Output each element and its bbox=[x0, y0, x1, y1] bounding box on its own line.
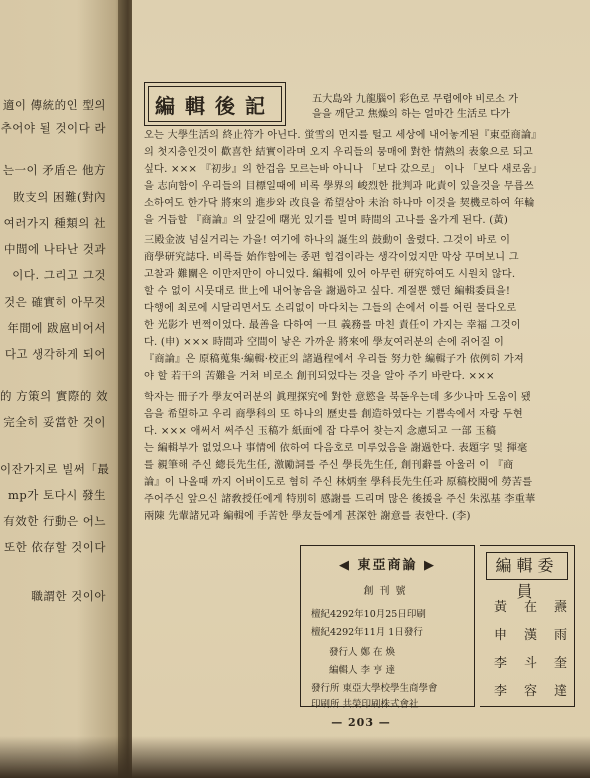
colophon-box bbox=[300, 545, 475, 710]
left-page-line: 敗支의 困難(對內 bbox=[13, 190, 106, 204]
left-page-line: 이잔가지로 빌써「最 bbox=[0, 462, 110, 476]
editorial-body-line: 論』이 나올때 까지 어버이도로 혐히 주신 林炳奎 學科長先生任과 原稿校閱에 勞苦를 bbox=[144, 477, 533, 488]
editorial-body-line: 는 編輯부가 없었으나 事情에 依하여 다음호로 미루었음을 謝過한다. 表題字 및 揮毫 bbox=[144, 443, 528, 454]
left-page-line: 여러가지 種類의 社 bbox=[3, 216, 106, 230]
colophon-line: 編輯人 李 亨 達 bbox=[329, 665, 396, 676]
editorial-body-line: 싶다. ××× 『初步』의 한겁음 모르는바 아니나 「보다 갔으로」 이나 「보다 새로움」 bbox=[144, 164, 543, 175]
left-page bbox=[0, 0, 128, 778]
editorial-body-line: 야 할 若干의 苦難을 거쳐 비로소 創刊되었다는 것을 알아 주기 바란다. ××× bbox=[144, 371, 495, 382]
colophon-title: ◀ 東亞商論 ▶ bbox=[338, 558, 437, 573]
editorial-committee-box bbox=[480, 545, 585, 707]
editorial-body-line: 음을 希望하고 우리 商學科의 또 하나의 歷史를 創造하였다는 기쁨속에서 자랑 두현 bbox=[144, 409, 523, 420]
editorial-body-line: 학자는 冊子가 學友여러분의 眞理探究에 對한 意慾을 북돋우는데 多少나마 도움이 됐 bbox=[144, 392, 531, 403]
colophon-line: 發行人 鄭 在 煥 bbox=[329, 647, 396, 658]
editorial-body-line: 오는 大學生活의 終止符가 아닌다. 蛍雪의 먼지를 털고 세상에 내어놓게된『東亞商論』 bbox=[144, 130, 542, 141]
right-page bbox=[132, 0, 590, 778]
editorial-body-line: 商學研究誌다. 비록들 始作함에는 종편 힘겹이라는 생각이었지만 막상 꾸며보니 그 bbox=[144, 252, 519, 263]
colophon-line: 檀紀4292年11月 1日發行 bbox=[311, 627, 423, 638]
colophon-line: 檀紀4292年10月25日印刷 bbox=[311, 609, 426, 620]
colophon-line: 發行所 東亞大學校學生商學會 bbox=[311, 683, 438, 694]
editorial-body-line: 고찰과 難關은 이만저만이 아니었다. 編輯에 있어 아무런 研究하여도 시원치 않다. bbox=[144, 269, 516, 280]
colophon-subtitle: 創刊號 bbox=[363, 586, 412, 597]
editorial-intro-line: 을을 깨닫고 焦燥의 하는 얼마간 生活로 다가 bbox=[312, 109, 510, 120]
editorial-body-line: 의 첫지층인것이 歡喜한 結實이라며 오지 우리들의 뭉매에 對한 情熱의 表象으로 되고 bbox=[144, 147, 533, 158]
committee-member: 黃在燾 bbox=[494, 600, 585, 615]
editorial-body-line: 다. (申) ××× 時間과 空間이 낳은 가까운 將來에 學友여러분의 손에 쥐어질 이 bbox=[144, 337, 505, 348]
editorial-body-line: 다. ××× 애써서 써주신 玉稿가 紙面에 잡 다루어 찾는지 念慮되고 一部 玉稿 bbox=[144, 426, 497, 437]
editorial-body-line: 한 光影가 번쩍이었다. 最善을 다하여 一旦 義務를 마친 責任이 가지는 幸福 그것이 bbox=[144, 320, 521, 331]
left-page-line: 有效한 行動은 어느 bbox=[3, 514, 106, 528]
left-page-line: 이다. 그리고 그것 bbox=[12, 268, 106, 282]
committee-member: 李容達 bbox=[494, 684, 585, 699]
colophon-line: 印刷所 共榮印刷株式會社 bbox=[311, 699, 419, 710]
left-page-line: 職謂한 것이아 bbox=[31, 589, 106, 603]
committee-title: 編輯委員 bbox=[486, 552, 568, 580]
left-page-line: 추어야 될 것이다 라 bbox=[0, 121, 106, 135]
page-bottom-shadow bbox=[0, 736, 590, 778]
editorial-body-line: 소하여도 한가닥 將來의 進步와 改良을 希望삼아 未治 하나마 이것을 契機로하여 年輪 bbox=[144, 198, 535, 209]
left-page-line: mp가 토다시 發生 bbox=[7, 488, 106, 502]
left-page-line: 適이 傳統的인 型의 bbox=[2, 98, 106, 112]
left-page-line: 中間에 나타난 것과 bbox=[4, 242, 106, 256]
editorial-body-line: 을 거듭할 『商論』의 앞길에 曙光 있기를 빌며 時間의 고나를 올가게 된다. (黃) bbox=[144, 215, 508, 226]
committee-member: 李斗奎 bbox=[494, 656, 585, 671]
editorial-body-line: 다행에 최로에 시달리면서도 소리없이 마다치는 그들의 손에서 이를 어린 물다오로 bbox=[144, 303, 517, 314]
committee-member: 申漢雨 bbox=[494, 628, 585, 643]
editorial-body-line: 를 親筆해 주신 總長先生任, 激勵詞를 주신 學長先生任, 創刊辭를 아울러 이 『商 bbox=[144, 460, 514, 471]
left-page-line: 的 方策의 實際的 效 bbox=[0, 389, 109, 403]
editorial-body-line: 兩陳 先輩諸兄과 編輯에 手苦한 學友들에게 甚深한 謝意를 表한다. (李) bbox=[144, 511, 471, 522]
left-page-line: 는一이 矛盾은 他方 bbox=[2, 163, 106, 177]
editorial-title-box bbox=[144, 82, 286, 126]
left-page-line: 다고 생각하게 되어 bbox=[4, 347, 106, 361]
left-page-line: 것은 確實히 아무것 bbox=[4, 295, 106, 309]
editorial-body-line: 『商論』은 原稿蒐集·編輯·校正의 諸過程에서 우리들 努力한 編輯子가 依例히 가져 bbox=[144, 354, 524, 365]
left-page-line: 完全히 妥當한 것이 bbox=[3, 415, 106, 429]
editorial-body-line: 三殿金波 넘실거리는 가을! 여기에 하나의 誕生의 鼓動이 울렸다. 그것이 바로 이 bbox=[144, 235, 511, 246]
left-page-line: 또한 依存할 것이다 bbox=[4, 540, 106, 554]
editorial-intro-line: 五大島와 九龍腦이 彩色로 무렵에야 비로소 가 bbox=[312, 94, 518, 105]
editorial-body-line: 을 志向함이 우리들의 目標일때에 비록 學界의 峻烈한 批判과 叱責이 있을것을 무릅쓰 bbox=[144, 181, 534, 192]
page-number: — 203 — bbox=[331, 716, 391, 729]
left-page-line: 年間에 跋扈비어서 bbox=[7, 321, 106, 335]
editorial-body-line: 주어주신 앞으신 諸敎授任에게 特別히 感謝를 드리며 많은 後援을 주신 朱泓基 李重華 bbox=[144, 494, 536, 505]
editorial-body-line: 할 수 없이 시뭇대로 世上에 내어놓음을 謝過하고 싶다. 계절뿐 했던 編輯委員을! bbox=[144, 286, 511, 297]
editorial-title: 編輯後記 bbox=[148, 86, 282, 122]
